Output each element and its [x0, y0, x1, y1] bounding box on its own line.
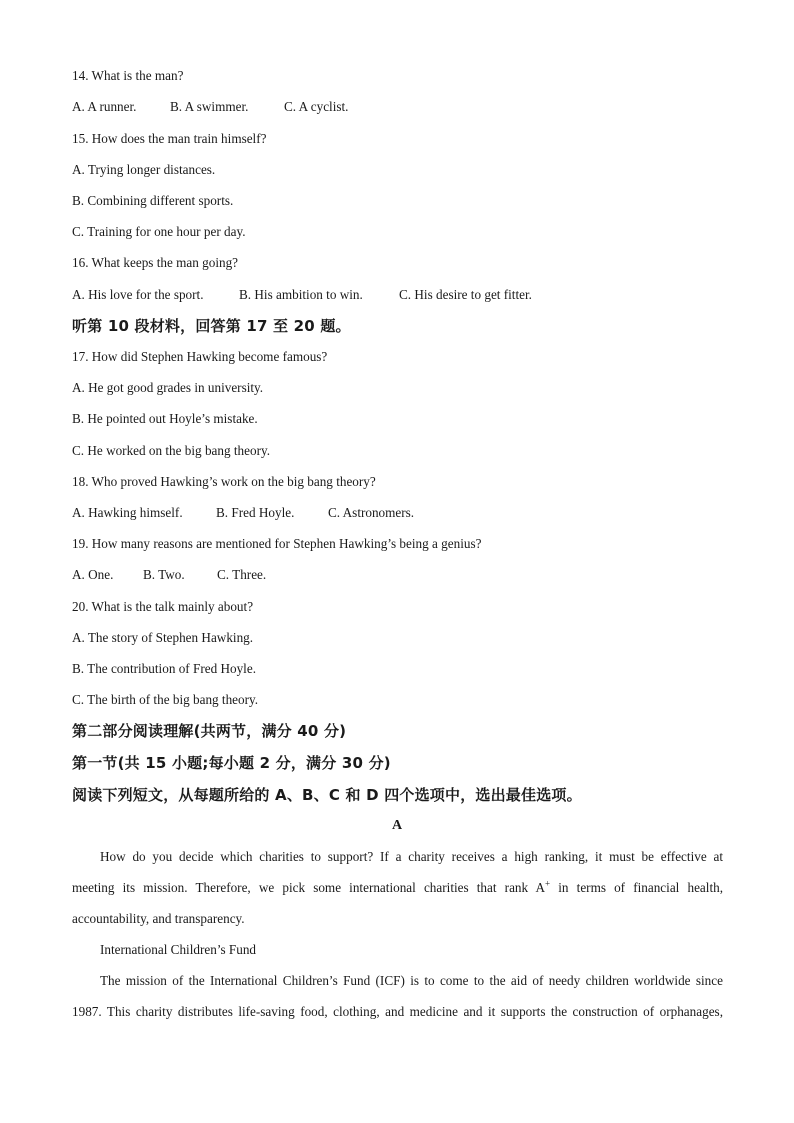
question-18-options: [72, 505, 414, 521]
passage-p2-line2: [72, 1004, 723, 1020]
passage-p1-line2: [72, 880, 723, 896]
question-17-option-b: B. He pointed out Hoyle’s mistake.: [72, 411, 258, 426]
question-16-option-c: C. His desire to get fitter.: [399, 287, 532, 302]
question-15-option-b: B. Combining different sports.: [72, 193, 234, 208]
question-14-option-a: A. A runner.: [72, 99, 137, 114]
passage-p1-line1-text: How do you decide which charities to support? If a charity receives a high ranking, it must be effective at: [100, 849, 723, 864]
passage-p1-line3: accountability, and transparency.: [72, 911, 245, 926]
question-17-option-a: A. He got good grades in university.: [72, 380, 264, 395]
passage-p1-line1: [100, 849, 723, 865]
question-19-option-b: B. Two.: [143, 567, 185, 582]
passage-p2-line1: [100, 973, 723, 989]
question-15-stem: 15. How does the man train himself?: [72, 131, 267, 146]
question-19-stem: 19. How many reasons are mentioned for Stephen Hawking’s being a genius?: [72, 536, 482, 551]
question-17-stem: 17. How did Stephen Hawking become famous?: [72, 349, 328, 364]
question-19-options: [72, 567, 266, 583]
question-14-option-c: C. A cyclist.: [284, 99, 349, 114]
passage-p1-line2-text: [72, 880, 723, 896]
question-15-option-a: A. Trying longer distances.: [72, 162, 216, 177]
question-20-option-b: B. The contribution of Fred Hoyle.: [72, 661, 256, 676]
question-18-stem: 18. Who proved Hawking’s work on the big bang theory?: [72, 474, 376, 489]
passage-p1-line2-after: in terms of financial health,: [550, 880, 723, 895]
question-15-option-c: C. Training for one hour per day.: [72, 224, 246, 239]
question-16-options: [72, 287, 532, 303]
passage-p2-line1-text: The mission of the International Children’s Fund (ICF) is to come to the aid of needy children worldwide since: [100, 973, 723, 988]
passage-label: A: [391, 818, 403, 833]
passage-rank-superscript: +: [545, 878, 551, 889]
question-18-option-a: A. Hawking himself.: [72, 505, 183, 520]
section-10-heading: 听第 10 段材料，回答第 17 至 20 题。: [72, 317, 351, 335]
question-17-option-c: C. He worked on the big bang theory.: [72, 443, 271, 458]
passage-p2-line2-text: 1987. This charity distributes life-saving food, clothing, and medicine and it supports the construction of orphanages,: [72, 1004, 723, 1019]
question-14-options: [72, 99, 348, 115]
passage-subtitle: International Children’s Fund: [100, 942, 257, 957]
section-1-heading: 第一节(共 15 小题;每小题 2 分，满分 30 分): [72, 754, 391, 772]
reading-instructions: 阅读下列短文，从每题所给的 A、B、C 和 D 四个选项中，选出最佳选项。: [72, 786, 582, 804]
question-16-option-b: B. His ambition to win.: [239, 287, 363, 302]
passage-p1-line2-before: meeting its mission. Therefore, we pick some international charities that rank A: [72, 880, 546, 895]
question-19-option-a: A. One.: [72, 567, 114, 582]
question-20-option-c: C. The birth of the big bang theory.: [72, 692, 259, 707]
question-20-option-a: A. The story of Stephen Hawking.: [72, 630, 254, 645]
question-19-option-c: C. Three.: [217, 567, 267, 582]
question-16-stem: 16. What keeps the man going?: [72, 255, 239, 270]
question-18-option-c: C. Astronomers.: [328, 505, 415, 520]
question-16-option-a: A. His love for the sport.: [72, 287, 204, 302]
question-14-option-b: B. A swimmer.: [170, 99, 249, 114]
question-14-stem: 14. What is the man?: [72, 68, 184, 83]
question-18-option-b: B. Fred Hoyle.: [216, 505, 295, 520]
question-20-stem: 20. What is the talk mainly about?: [72, 599, 254, 614]
part-2-heading: 第二部分阅读理解(共两节，满分 40 分): [72, 722, 347, 740]
